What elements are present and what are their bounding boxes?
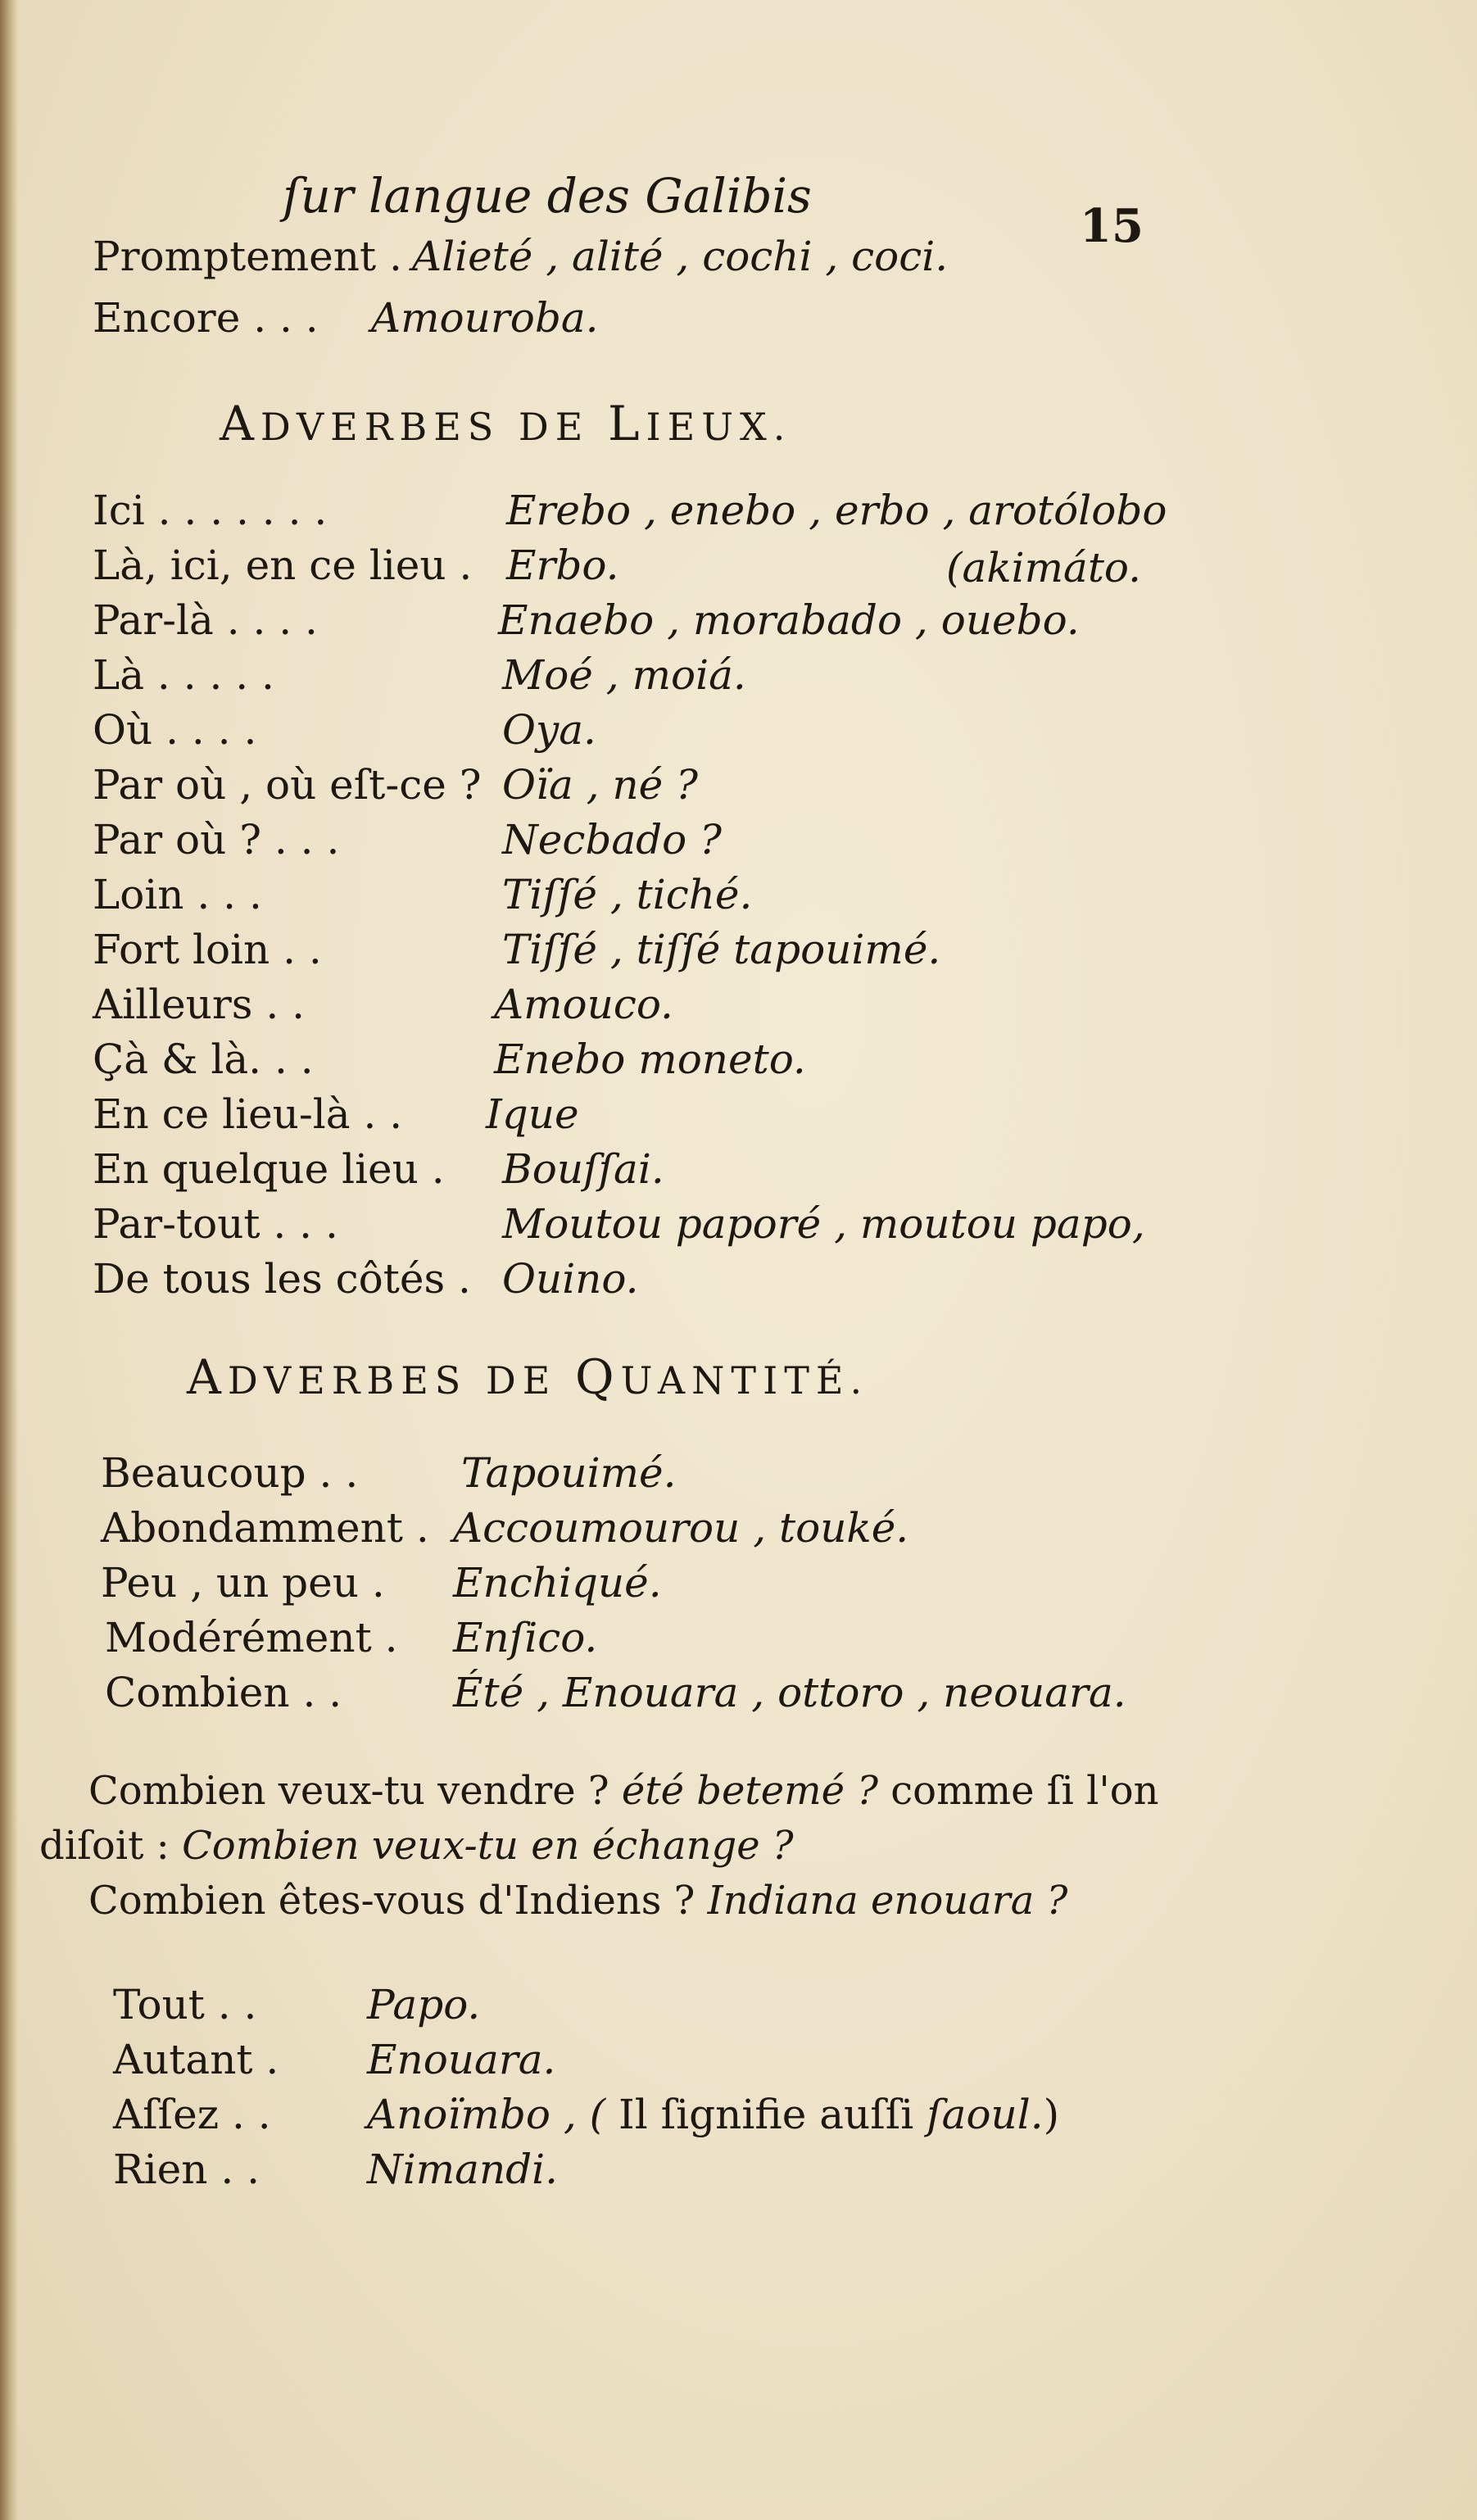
paragraph-line-1: Combien veux-tu vendre ? été betemé ? comme ſi l'on [88, 1768, 1159, 1814]
intro-translation-promptement: Alieté , alité , cochi , coci. [412, 233, 949, 280]
lieux-term: Par-tout . . . [93, 1200, 338, 1248]
final-translation: Enouara. [367, 2036, 556, 2083]
paragraph-line-2: diſoit : Combien veux-tu en échange ? [39, 1823, 794, 1869]
lieux-term: De tous les côtés . [93, 1255, 471, 1303]
lieux-term: En ce lieu-là . . [93, 1090, 403, 1138]
lieux-translation: Bouſſai. [502, 1145, 664, 1193]
lieux-term: En quelque lieu . [93, 1145, 445, 1193]
page-number: 15 [1080, 199, 1144, 253]
lieux-translation: Enaebo , morabado , ouebo. [498, 596, 1080, 644]
quantite-translation: Enſico. [453, 1614, 598, 1661]
lieux-translation: Oïa , né ? [502, 761, 698, 809]
final-translation-with-note: Anoïmbo , ( Il ſignifie auſſi ſaoul.) [367, 2091, 1060, 2138]
lieux-term: Fort loin . . [93, 926, 322, 973]
final-term: Rien . . [113, 2146, 261, 2193]
lieux-translation: Necbado ? [502, 816, 722, 863]
quantite-translation: Tapouimé. [461, 1449, 677, 1497]
lieux-translation: Tiſſé , tiſſé tapouimé. [502, 926, 941, 973]
intro-term-encore: Encore . . . [93, 294, 319, 342]
lieux-term: Par où ? . . . [93, 816, 340, 863]
quantite-term: Beaucoup . . [101, 1449, 359, 1497]
lieux-term: Par-là . . . . [93, 596, 318, 644]
lieux-translation: Oya. [502, 706, 596, 754]
lieux-translation: Amouco. [494, 981, 673, 1028]
lieux-translation: Erbo. [506, 542, 619, 589]
lieux-translation: Moé , moiá. [502, 651, 746, 699]
lieux-term: Là, ici, en ce lieu . [93, 542, 473, 589]
lieux-term: Ailleurs . . [93, 981, 306, 1028]
final-term: Tout . . [113, 1981, 257, 2028]
lieux-translation: Enebo moneto. [494, 1036, 806, 1083]
quantite-term: Peu , un peu . [101, 1559, 385, 1607]
section-heading-lieux: ADVERBES DE LIEUX. [220, 396, 792, 451]
quantite-translation: Accoumourou , touké. [453, 1504, 909, 1552]
final-term: Aſſez . . [113, 2091, 271, 2138]
lieux-term: Çà & là. . . [93, 1036, 314, 1083]
quantite-term: Abondamment . [101, 1504, 429, 1552]
lieux-translation: Erebo , enebo , erbo , arotólobo [506, 487, 1167, 534]
lieux-translation: Ique [486, 1090, 579, 1138]
lieux-term: Loin . . . [93, 871, 262, 918]
final-term: Autant . [113, 2036, 279, 2083]
paragraph-line-3: Combien êtes-vous d'Indiens ? Indiana enouara ? [88, 1878, 1068, 1924]
quantite-term: Combien . . [105, 1669, 342, 1716]
final-translation: Nimandi. [367, 2146, 559, 2193]
lieux-wrap-continuation: (akimáto. [946, 544, 1142, 591]
section-heading-quantite: ADVERBES DE QUANTITÉ. [187, 1349, 869, 1405]
lieux-translation: Tiſſé , tiché. [502, 871, 753, 918]
lieux-term: Où . . . . [93, 706, 257, 754]
lieux-translation: Ouino. [502, 1255, 639, 1303]
running-title: ſur langue des Galibis [283, 168, 812, 224]
lieux-term: Ici . . . . . . . [93, 487, 328, 534]
lieux-term: Par où , où eſt-ce ? [93, 761, 482, 809]
quantite-translation: Enchiqué. [453, 1559, 662, 1607]
lieux-translation: Moutou paporé , moutou papo, [502, 1200, 1145, 1248]
quantite-term: Modérément . [105, 1614, 398, 1661]
quantite-translation: Été , Enouara , ottoro , neouara. [453, 1669, 1126, 1716]
intro-translation-encore: Amouroba. [371, 294, 599, 342]
binding-gutter [0, 0, 18, 2520]
intro-term-promptement: Promptement . [93, 233, 402, 280]
lieux-term: Là . . . . . [93, 651, 274, 699]
final-translation: Papo. [367, 1981, 481, 2028]
